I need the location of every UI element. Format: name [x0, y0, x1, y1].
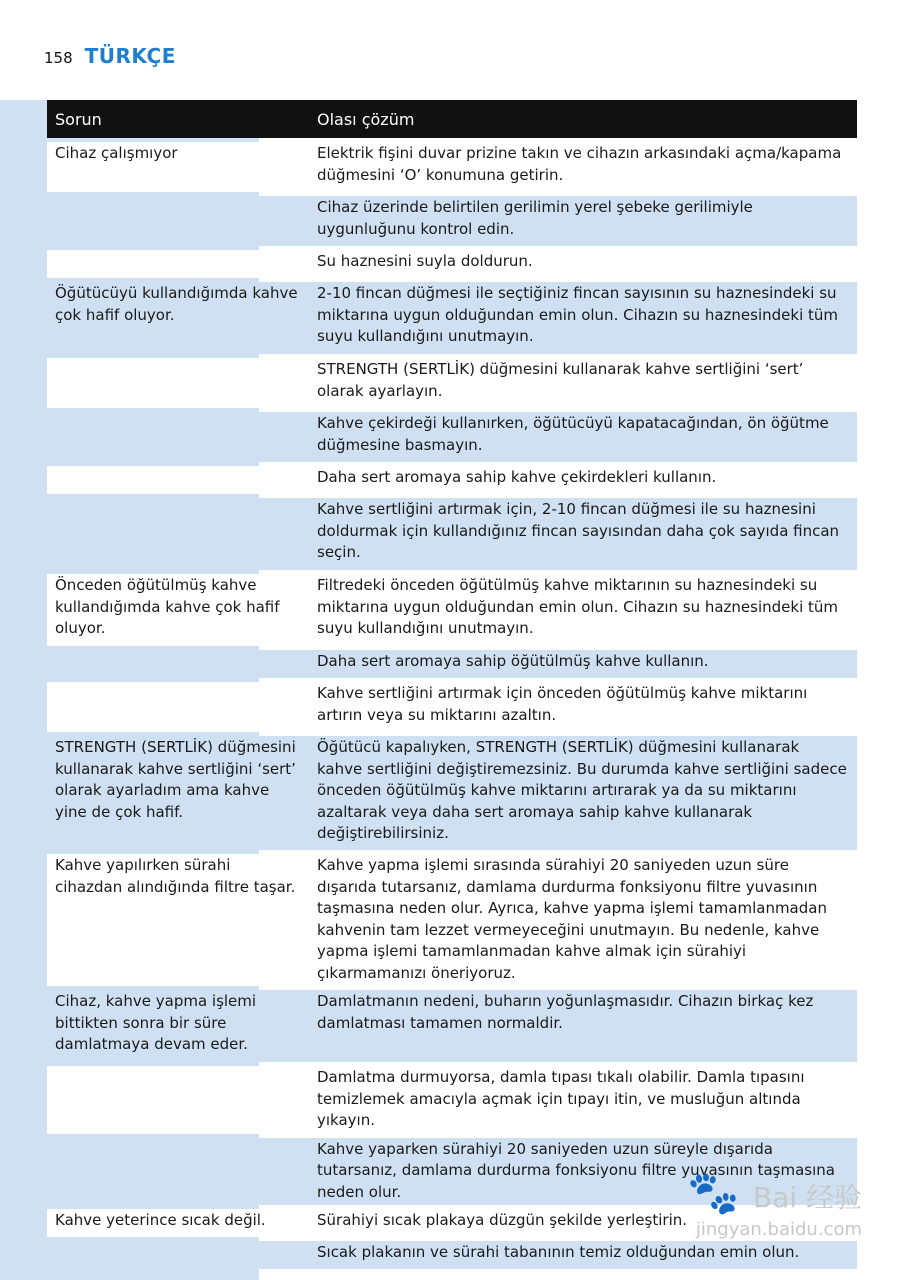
- page-number: 158: [44, 49, 73, 67]
- section-title: TÜRKÇE: [84, 44, 176, 68]
- problem-cell: [47, 358, 309, 408]
- solution-cell: Kahve sertliğini artırmak için, 2-10 fincan düğmesi ile su haznesini doldurmak için kullandığınız fincan sayısından daha çok sayıda fincan seçin.: [309, 498, 857, 570]
- table-row: [47, 498, 857, 570]
- problem-cell: [47, 682, 309, 732]
- problem-cell: [47, 1066, 309, 1134]
- problem-cell: Kahve yeterince sıcak değil.: [47, 1209, 309, 1237]
- table-row: [47, 282, 857, 354]
- problem-cell: Cihaz, kahve yapma işlemi bittikten sonra bir süre damlatmaya devam eder.: [47, 990, 309, 1062]
- header-solution: Olası çözüm: [309, 100, 857, 138]
- solution-cell: 2-10 fincan düğmesi ile seçtiğiniz fincan sayısının su haznesindeki su miktarına uygun olduğundan emin olun. Cihazın su haznesindeki tüm suyu kullandığını unutmayın.: [309, 282, 857, 354]
- table-row: [47, 1066, 857, 1134]
- table-row: [47, 990, 857, 1062]
- table-row: [47, 142, 857, 192]
- table-row: [47, 250, 857, 278]
- table-row: [47, 466, 857, 494]
- table-row: [47, 574, 857, 646]
- problem-cell: [47, 498, 309, 570]
- solution-cell: Kahve yapma işlemi sırasında sürahiyi 20 saniyeden uzun süre dışarıda tutarsanız, damlama durdurma fonksiyonu filtre yuvasının taşmasına neden olur. Ayrıca, kahve yapma işlemi tamamlanmadan kahvenin tam lezzet vermeyeceğini unutmayın. Bu nedenle, kahve yapma işlemi tamamlanmadan kahve almak için sürahiyi çıkarmamanızı öneriyoruz.: [309, 854, 857, 986]
- watermark: [687, 1168, 862, 1240]
- problem-cell: Cihaz çalışmıyor: [47, 142, 309, 192]
- table-row: [47, 412, 857, 462]
- problem-cell: Öğütücüyü kullandığımda kahve çok hafif oluyor.: [47, 282, 309, 354]
- problem-cell: [47, 1138, 309, 1206]
- solution-cell: Filtredeki önceden öğütülmüş kahve miktarının su haznesindeki su miktarına uygun olduğundan emin olun. Cihazın su haznesindeki tüm suyu kullandığını unutmayın.: [309, 574, 857, 646]
- problem-cell: [47, 1241, 309, 1269]
- paw-icon: 🐾 Bai 经验: [687, 1168, 862, 1217]
- table-row: [47, 358, 857, 408]
- solution-cell: Su haznesini suyla doldurun.: [309, 250, 857, 278]
- problem-cell: [47, 250, 309, 278]
- solution-cell: Daha sert aromaya sahip kahve çekirdekleri kullanın.: [309, 466, 857, 494]
- table-row: [47, 196, 857, 246]
- table-row: [47, 650, 857, 678]
- table-row: [47, 1241, 857, 1269]
- solution-cell: Elektrik fişini duvar prizine takın ve cihazın arkasındaki açma/kapama düğmesini ‘O’ konumuna getirin.: [309, 142, 857, 192]
- troubleshooting-table: [47, 96, 857, 1273]
- problem-cell: [47, 466, 309, 494]
- solution-cell: Sürahiyi sıcak plakaya düzgün şekilde yerleştirin.: [309, 1209, 857, 1237]
- solution-cell: Sıcak plakanın ve sürahi tabanının temiz olduğundan emin olun.: [309, 1241, 857, 1269]
- page-header: [44, 44, 176, 74]
- table-row: [47, 682, 857, 732]
- solution-cell: Daha sert aromaya sahip öğütülmüş kahve kullanın.: [309, 650, 857, 678]
- problem-cell: [47, 412, 309, 462]
- problem-cell: [47, 650, 309, 678]
- solution-cell: Kahve çekirdeği kullanırken, öğütücüyü kapatacağından, ön öğütme düğmesine basmayın.: [309, 412, 857, 462]
- watermark-brand: Bai 经验: [752, 1181, 862, 1214]
- solution-cell: Damlatma durmuyorsa, damla tıpası tıkalı olabilir. Damla tıpasını temizlemek amacıyla açmak için tıpayı itin, ve musluğun altında yıkayın.: [309, 1066, 857, 1134]
- problem-cell: Önceden öğütülmüş kahve kullandığımda kahve çok hafif oluyor.: [47, 574, 309, 646]
- problem-cell: [47, 196, 309, 246]
- table-row: [47, 854, 857, 986]
- solution-cell: Kahve sertliğini artırmak için önceden öğütülmüş kahve miktarını artırın veya su miktarını azaltın.: [309, 682, 857, 732]
- problem-cell: STRENGTH (SERTLİK) düğmesini kullanarak kahve sertliğini ‘sert’ olarak ayarladım ama kahve yine de çok hafif.: [47, 736, 309, 850]
- solution-cell: Kahve yaparken sürahiyi 20 saniyeden uzun süreyle dışarıda tutarsanız, damlama durdurma fonksiyonu filtre yuvasının taşmasına neden olur.: [309, 1138, 857, 1206]
- problem-cell: Kahve yapılırken sürahi cihazdan alındığında filtre taşar.: [47, 854, 309, 986]
- table-header-row: [47, 100, 857, 138]
- solution-cell: Cihaz üzerinde belirtilen gerilimin yerel şebeke gerilimiyle uygunluğunu kontrol edin.: [309, 196, 857, 246]
- table-row: [47, 736, 857, 850]
- solution-cell: Öğütücü kapalıyken, STRENGTH (SERTLİK) düğmesini kullanarak kahve sertliğini değiştiremezsiniz. Bu durumda kahve sertliğini sadece önceden öğütülmüş kahve miktarını artırarak ya da su miktarını azaltarak veya daha sert aromaya sahip kahve kullanarak değiştirebilirsiniz.: [309, 736, 857, 850]
- solution-cell: STRENGTH (SERTLİK) düğmesini kullanarak kahve sertliğini ‘sert’ olarak ayarlayın.: [309, 358, 857, 408]
- header-problem: Sorun: [47, 100, 309, 138]
- solution-cell: Damlatmanın nedeni, buharın yoğunlaşmasıdır. Cihazın birkaç kez damlatması tamamen normaldir.: [309, 990, 857, 1062]
- watermark-text: jingyan.baidu.com: [695, 1219, 862, 1240]
